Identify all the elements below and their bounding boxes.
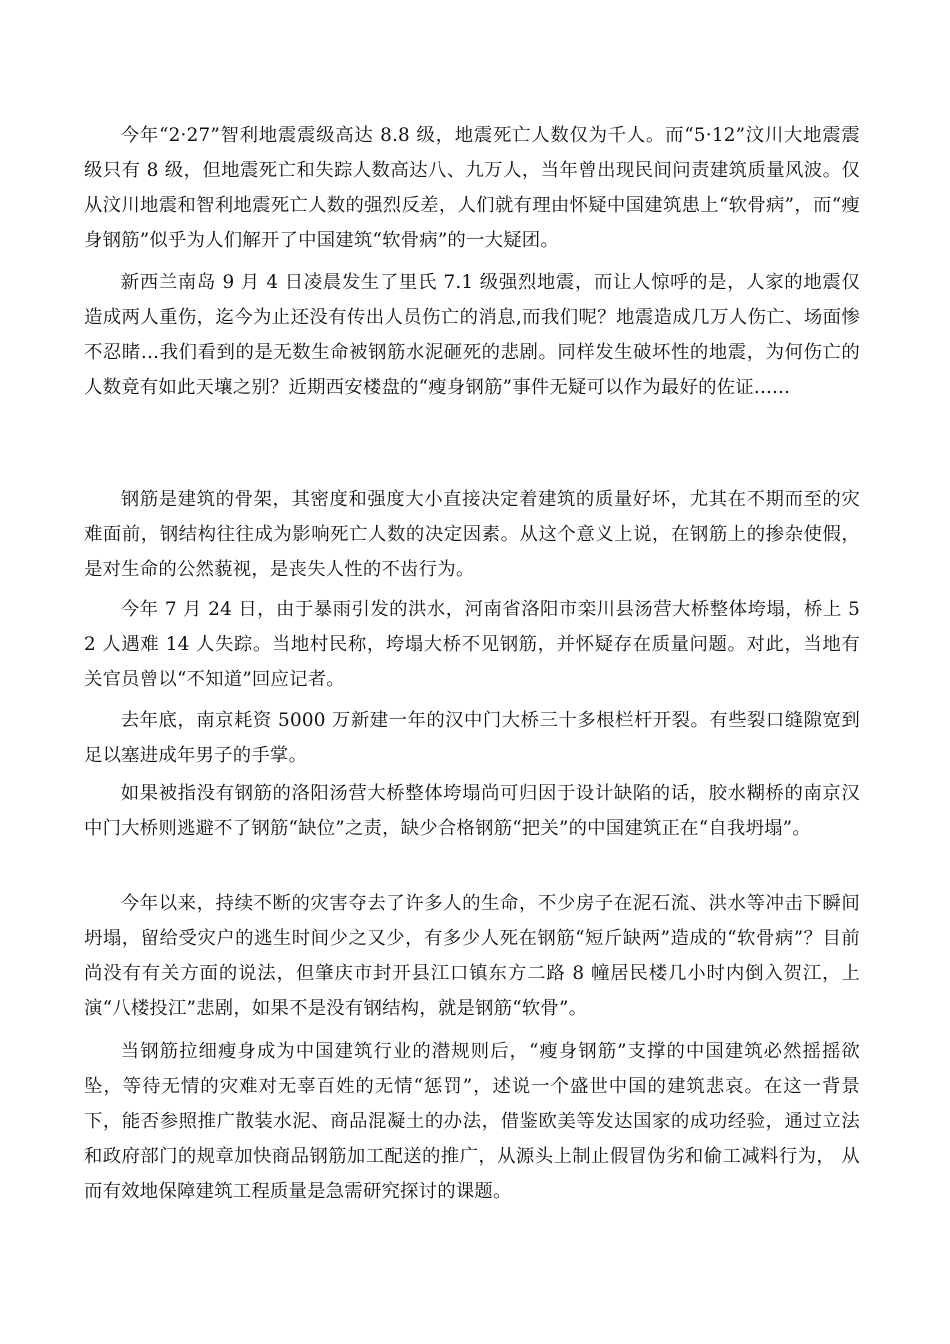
paragraph-chile-wenchuan: 今年“2·27”智利地震震级高达 8.8 级，地震死亡人数仅为千人。而“5·12”汶川大地震震级只有 8 级，但地震死亡和失踪人数高达八、九万人，当年曾出现民间问责建筑质量风波。仅从汶川地震和智利地震死亡人数的强烈反差，人们就有理由怀疑中国建筑患上“软骨病”，而“瘦身钢筋”似乎为人们解开了中国建筑“软骨病”的一大疑团。 <box>84 125 860 251</box>
paragraph-bridge-comparison: 如果被指没有钢筋的洛阳汤营大桥整体垮塌尚可归因于设计缺陷的话，胶水糊桥的南京汉中门大桥则逃避不了钢筋“缺位”之责，缺少合格钢筋“把关”的中国建筑正在“自我坍塌”。 <box>84 783 860 839</box>
paragraph-steel-skeleton: 钢筋是建筑的骨架，其密度和强度大小直接决定着建筑的质量好坏，尤其在不期而至的灾难面前，钢结构往往成为影响死亡人数的决定因素。从这个意义上说，在钢筋上的掺杂使假，是对生命的公然藐视，是丧失人性的不齿行为。 <box>84 489 860 580</box>
paragraph-nanjing-bridge: 去年底，南京耗资 5000 万新建一年的汉中门大桥三十多根栏杆开裂。有些裂口缝隙宽到足以塞进成年男子的手掌。 <box>84 710 860 766</box>
paragraph-new-zealand: 新西兰南岛 9 月 4 日凌晨发生了里氏 7.1 级强烈地震，而让人惊呼的是，人家的地震仅造成两人重伤，迄今为止还没有传出人员伤亡的消息,而我们呢？地震造成几万人伤亡、场面惨不忍睹…我们看到的是无数生命被钢筋水泥砸死的悲剧。同样发生破坏性的地震，为何伤亡的人数竟有如此天壤之别？近期西安楼盘的“瘦身钢筋”事件无疑可以作为最好的佐证...... <box>84 272 860 398</box>
paragraph-conclusion: 当钢筋拉细瘦身成为中国建筑行业的潜规则后，“瘦身钢筋”支撑的中国建筑必然摇摇欲坠，等待无情的灾难对无辜百姓的无情“惩罚”，述说一个盛世中国的建筑悲哀。在这一背景下，能否参照推广散装水泥、商品混凝土的办法，借鉴欧美等发达国家的成功经验，通过立法和政府部门的规章加快商品钢筋加工配送的推广，从源头上制止假冒伪劣和偷工减料行为， 从而有效地保障建筑工程质量是急需研究探讨的课题。 <box>84 1041 860 1202</box>
paragraph-luoyang-bridge: 今年 7 月 24 日，由于暴雨引发的洪水，河南省洛阳市栾川县汤营大桥整体垮塌，桥上 52 人遇难 14 人失踪。当地村民称，垮塌大桥不见钢筋，并怀疑存在质量问题。对此，当地有关官员曾以“不知道”回应记者。 <box>84 599 860 690</box>
paragraph-disasters: 今年以来，持续不断的灾害夺去了许多人的生命，不少房子在泥石流、洪水等冲击下瞬间坍塌，留给受灾户的逃生时间少之又少，有多少人死在钢筋“短斤缺两”造成的“软骨病”？目前尚没有有关方面的说法，但肇庆市封开县江口镇东方二路 8 幢居民楼几小时内倒入贺江，上演“八楼投江”悲剧，如果不是没有钢结构，就是钢筋“软骨”。 <box>84 893 860 1019</box>
